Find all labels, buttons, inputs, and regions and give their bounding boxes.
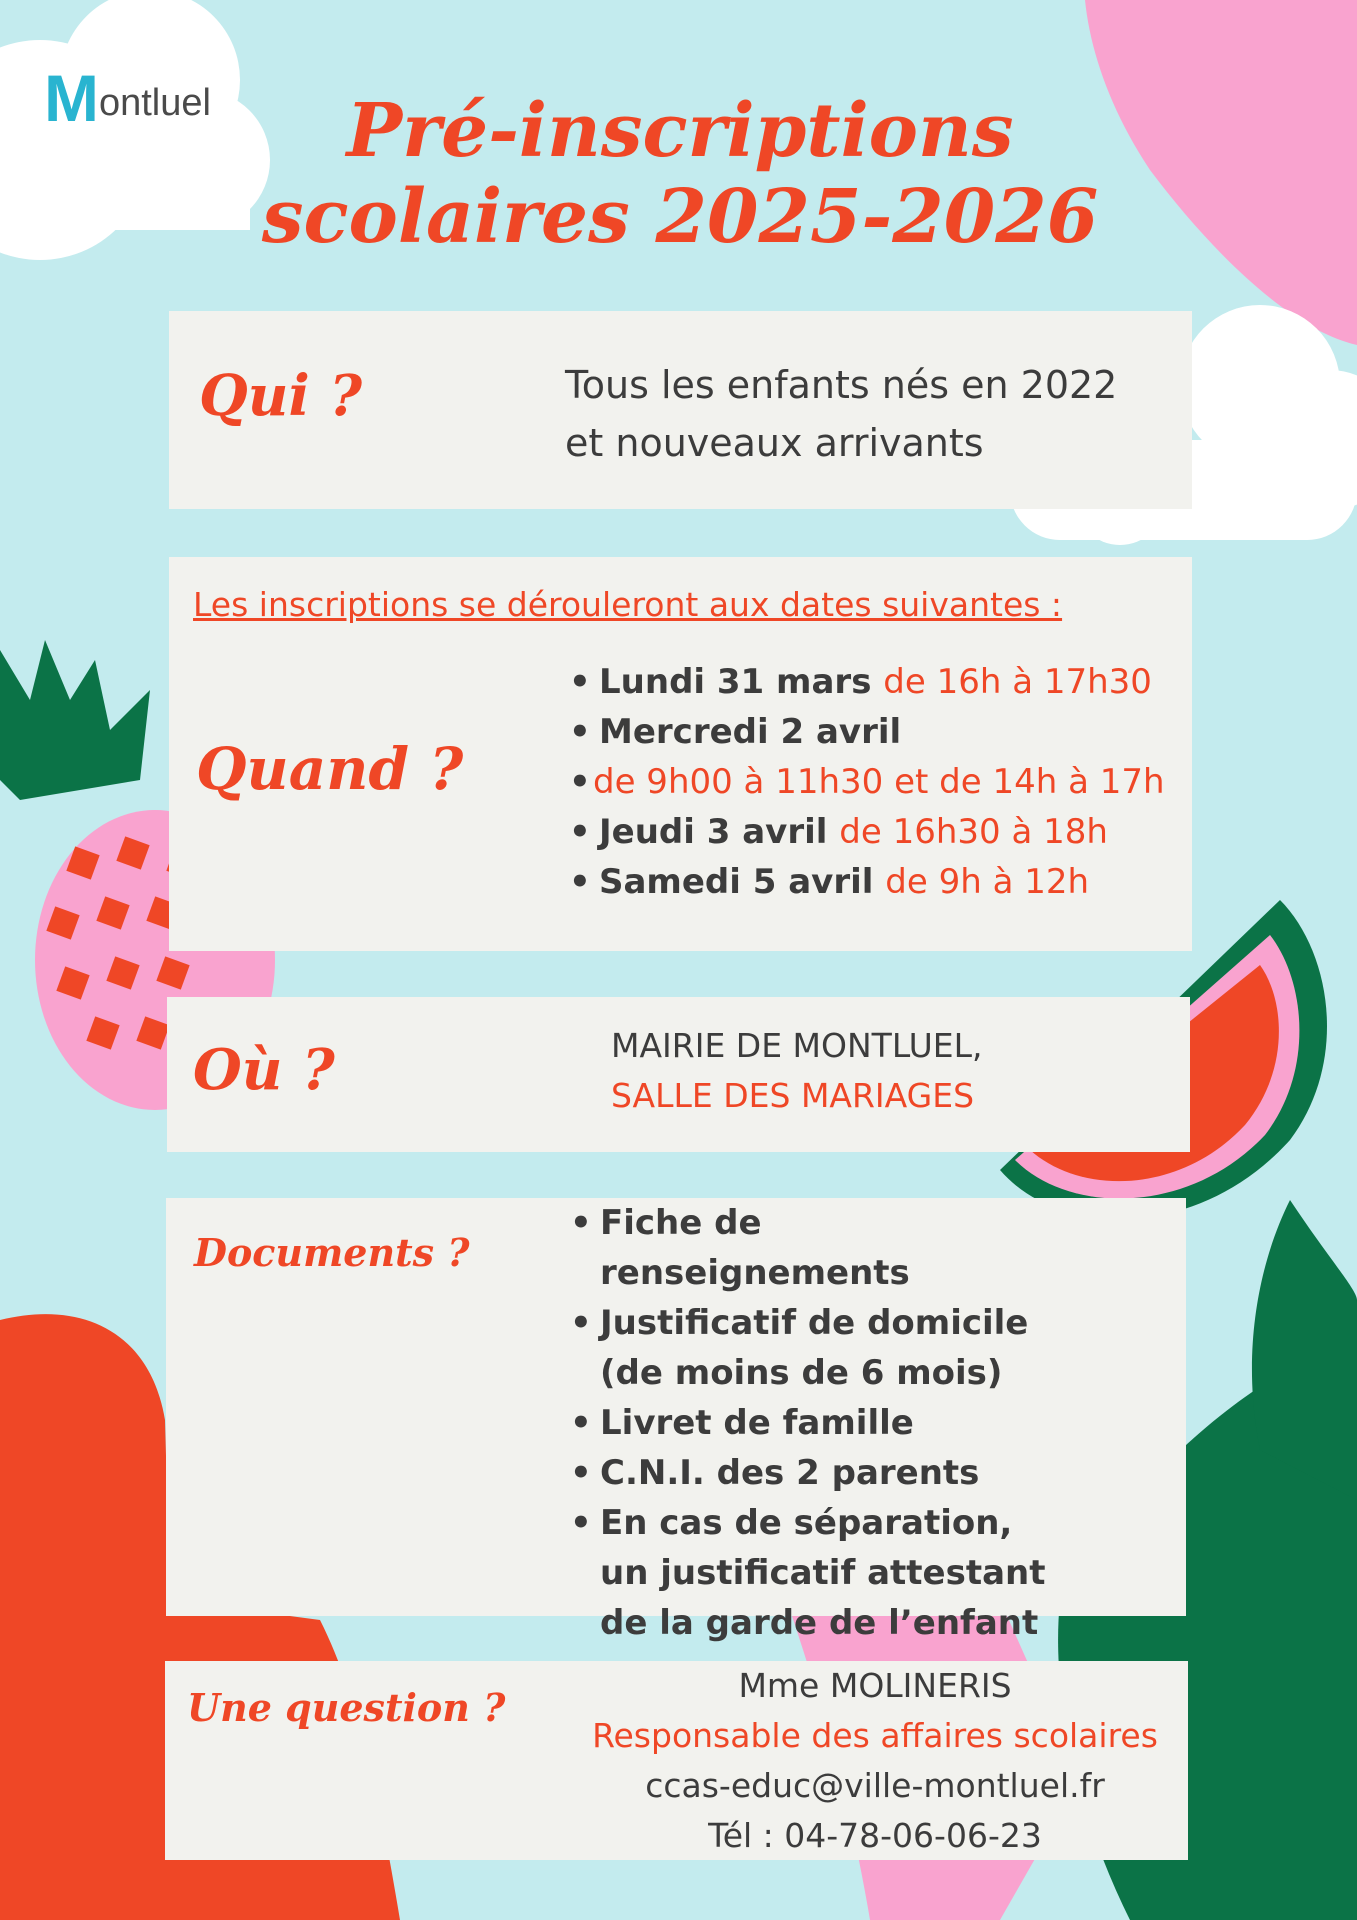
quand-list <box>569 657 1165 907</box>
ou-line1: MAIRIE DE MONTLUEL, <box>611 1026 983 1065</box>
quand-item: • Samedi 5 avril de 9h à 12h <box>569 857 1165 907</box>
contact-block <box>565 1661 1185 1861</box>
panel-qui <box>169 311 1192 509</box>
contact-name: Mme MOLINERIS <box>738 1666 1012 1705</box>
title-line1: Pré-inscriptions <box>346 88 1014 174</box>
quand-item-time: • de 9h00 à 11h30 et de 14h à 17h <box>569 757 1165 807</box>
contact-email[interactable]: ccas-educ@ville-montluel.fr <box>645 1766 1105 1805</box>
logo-initial: M <box>44 61 99 135</box>
quand-intro: Les inscriptions se dérouleront aux dates suivantes : <box>193 585 1063 624</box>
document-item: • C.N.I. des 2 parents <box>570 1448 1070 1498</box>
contact-role: Responsable des affaires scolaires <box>592 1716 1158 1755</box>
label-quand: Quand ? <box>196 735 464 803</box>
document-item: • En cas de séparation, un justificatif attestant de la garde de l’enfant <box>570 1498 1070 1648</box>
document-item: • Justificatif de domicile (de moins de 6 mois) <box>570 1298 1040 1398</box>
panel-documents <box>166 1198 1186 1643</box>
page-title <box>170 88 1190 260</box>
panel-quand <box>169 557 1192 951</box>
document-item: • Livret de famille <box>570 1398 1070 1448</box>
contact-phone[interactable]: Tél : 04-78-06-06-23 <box>708 1816 1042 1855</box>
qui-line1: Tous les enfants nés en 2022 <box>565 363 1118 407</box>
quand-item: • Lundi 31 mars de 16h à 17h30 <box>569 657 1165 707</box>
logo-text: ontluel <box>98 82 211 124</box>
ou-line2: SALLE DES MARIAGES <box>611 1076 975 1115</box>
quand-item: • Jeudi 3 avril de 16h30 à 18h <box>569 807 1165 857</box>
title-line2: scolaires 2025-2026 <box>261 174 1099 260</box>
label-question: Une question ? <box>187 1685 506 1730</box>
panel-ou <box>167 997 1190 1152</box>
pineapple-leaves <box>0 640 150 800</box>
panel-question <box>165 1661 1188 1860</box>
label-ou: Où ? <box>193 1037 335 1103</box>
qui-line2: et nouveaux arrivants <box>565 421 984 465</box>
document-item: • Fiche de renseignements <box>570 1198 1070 1298</box>
label-qui: Qui ? <box>199 363 363 429</box>
qui-text <box>565 356 1117 472</box>
quand-item: • Mercredi 2 avril <box>569 707 1165 757</box>
label-documents: Documents ? <box>194 1230 470 1275</box>
documents-list <box>570 1198 1070 1648</box>
